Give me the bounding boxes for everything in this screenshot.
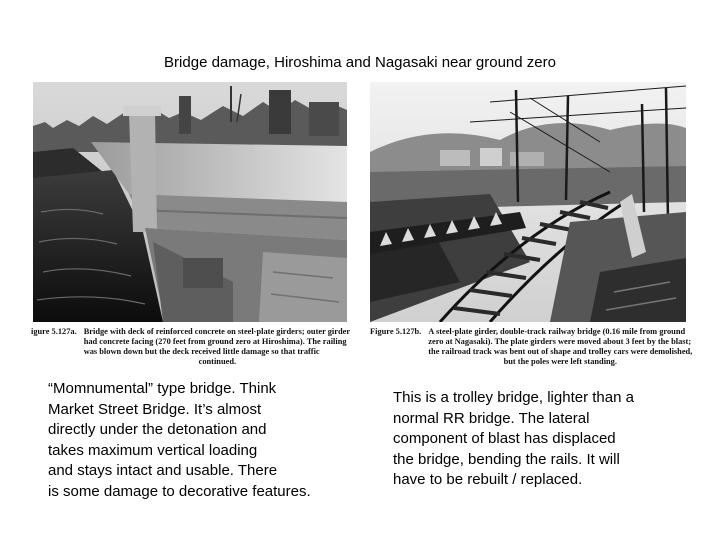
figure-caption-text — [84, 327, 351, 367]
description-line: Market Street Bridge. It’s almost — [48, 400, 262, 418]
caption-line: but the poles were left standing. — [503, 357, 617, 366]
description-line: is some damage to decorative features. — [48, 482, 311, 500]
figure-label: Figure 5.127b. — [370, 327, 422, 336]
caption-line: Bridge with deck of reinforced concrete on steel-plate girders; outer girder — [83, 327, 351, 336]
description-line: normal RR bridge. The lateral — [393, 409, 590, 427]
caption-line: A steel-plate girder, double-track railway bridge (0.16 mile from ground — [428, 327, 686, 336]
caption-line: the railroad track was bent out of shape and trolley cars were demolished, — [428, 347, 693, 356]
figure-caption-text — [428, 327, 692, 367]
figure-caption-left — [31, 327, 351, 367]
description-line: the bridge, bending the rails. It will — [393, 450, 620, 468]
nagasaki-bridge-photo — [370, 82, 686, 322]
hiroshima-bridge-photo — [33, 82, 347, 322]
slide-title: Bridge damage, Hiroshima and Nagasaki near ground zero — [164, 54, 556, 71]
description-line: directly under the detonation and — [48, 421, 267, 438]
caption-line: was blown down but the deck received little damage so that traffic — [83, 347, 320, 356]
description-line: This is a trolley bridge, lighter than a — [393, 389, 634, 406]
figure-caption-right — [370, 327, 693, 367]
caption-line: zero at Nagasaki). The plate girders were moved about 3 feet by the blast; — [428, 337, 692, 346]
description-line: have to be rebuilt / replaced. — [393, 471, 583, 488]
description-line: “Momnumental” type bridge. Think — [48, 380, 277, 397]
description-line: takes maximum vertical loading — [48, 441, 258, 459]
description-left — [48, 379, 378, 502]
description-line: and stays intact and usable. There — [48, 462, 278, 479]
caption-line: continued. — [198, 357, 237, 366]
description-line: component of blast has displaced — [393, 430, 616, 447]
figure-label: igure 5.127a. — [31, 327, 77, 336]
description-right — [393, 388, 708, 491]
caption-line: had concrete facing (270 feet from ground zero at Hiroshima). The railing — [83, 337, 347, 346]
